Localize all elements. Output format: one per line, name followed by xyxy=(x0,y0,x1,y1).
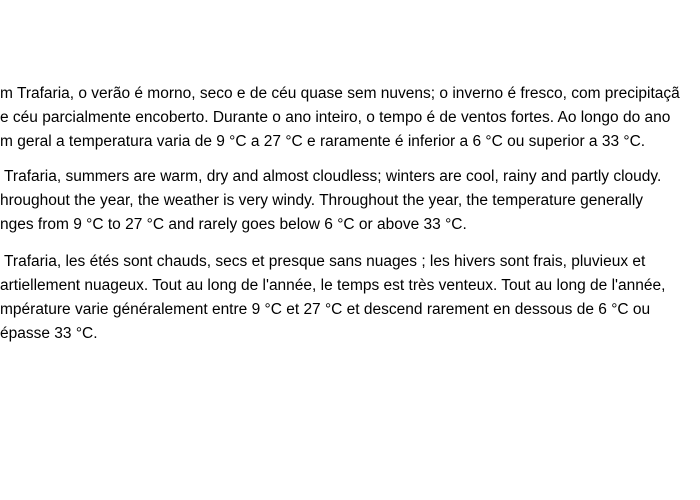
text-line: Trafaria, les étés sont chauds, secs et presque sans nuages ; les hivers sont frais, pluvieux et xyxy=(0,253,646,270)
text-line: nges from 9 °C to 27 °C and rarely goes below 6 °C or above 33 °C. xyxy=(0,216,467,233)
paragraph-french xyxy=(0,250,700,346)
text-line: artiellement nuageux. Tout au long de l'année, le temps est très venteux. Tout au long de l'année, xyxy=(0,277,666,294)
paragraph-portuguese xyxy=(0,82,700,154)
text-line: hroughout the year, the weather is very windy. Throughout the year, the temperature generally xyxy=(0,192,644,209)
text-line: e céu parcialmente encoberto. Durante o ano inteiro, o tempo é de ventos fortes. Ao longo do ano xyxy=(0,109,671,126)
paragraph-english xyxy=(0,165,700,237)
text-line: mpérature varie généralement entre 9 °C et 27 °C et descend rarement en dessous de 6 °C ou xyxy=(0,301,651,318)
text-line: m geral a temperatura varia de 9 °C a 27 °C e raramente é inferior a 6 °C ou superior a 33 °C. xyxy=(0,133,646,150)
text-line: épasse 33 °C. xyxy=(0,325,98,342)
text-line: Trafaria, summers are warm, dry and almost cloudless; winters are cool, rainy and partly cloudy. xyxy=(0,168,662,185)
text-line: m Trafaria, o verão é morno, seco e de céu quase sem nuvens; o inverno é fresco, com precipitaçã xyxy=(0,85,680,102)
